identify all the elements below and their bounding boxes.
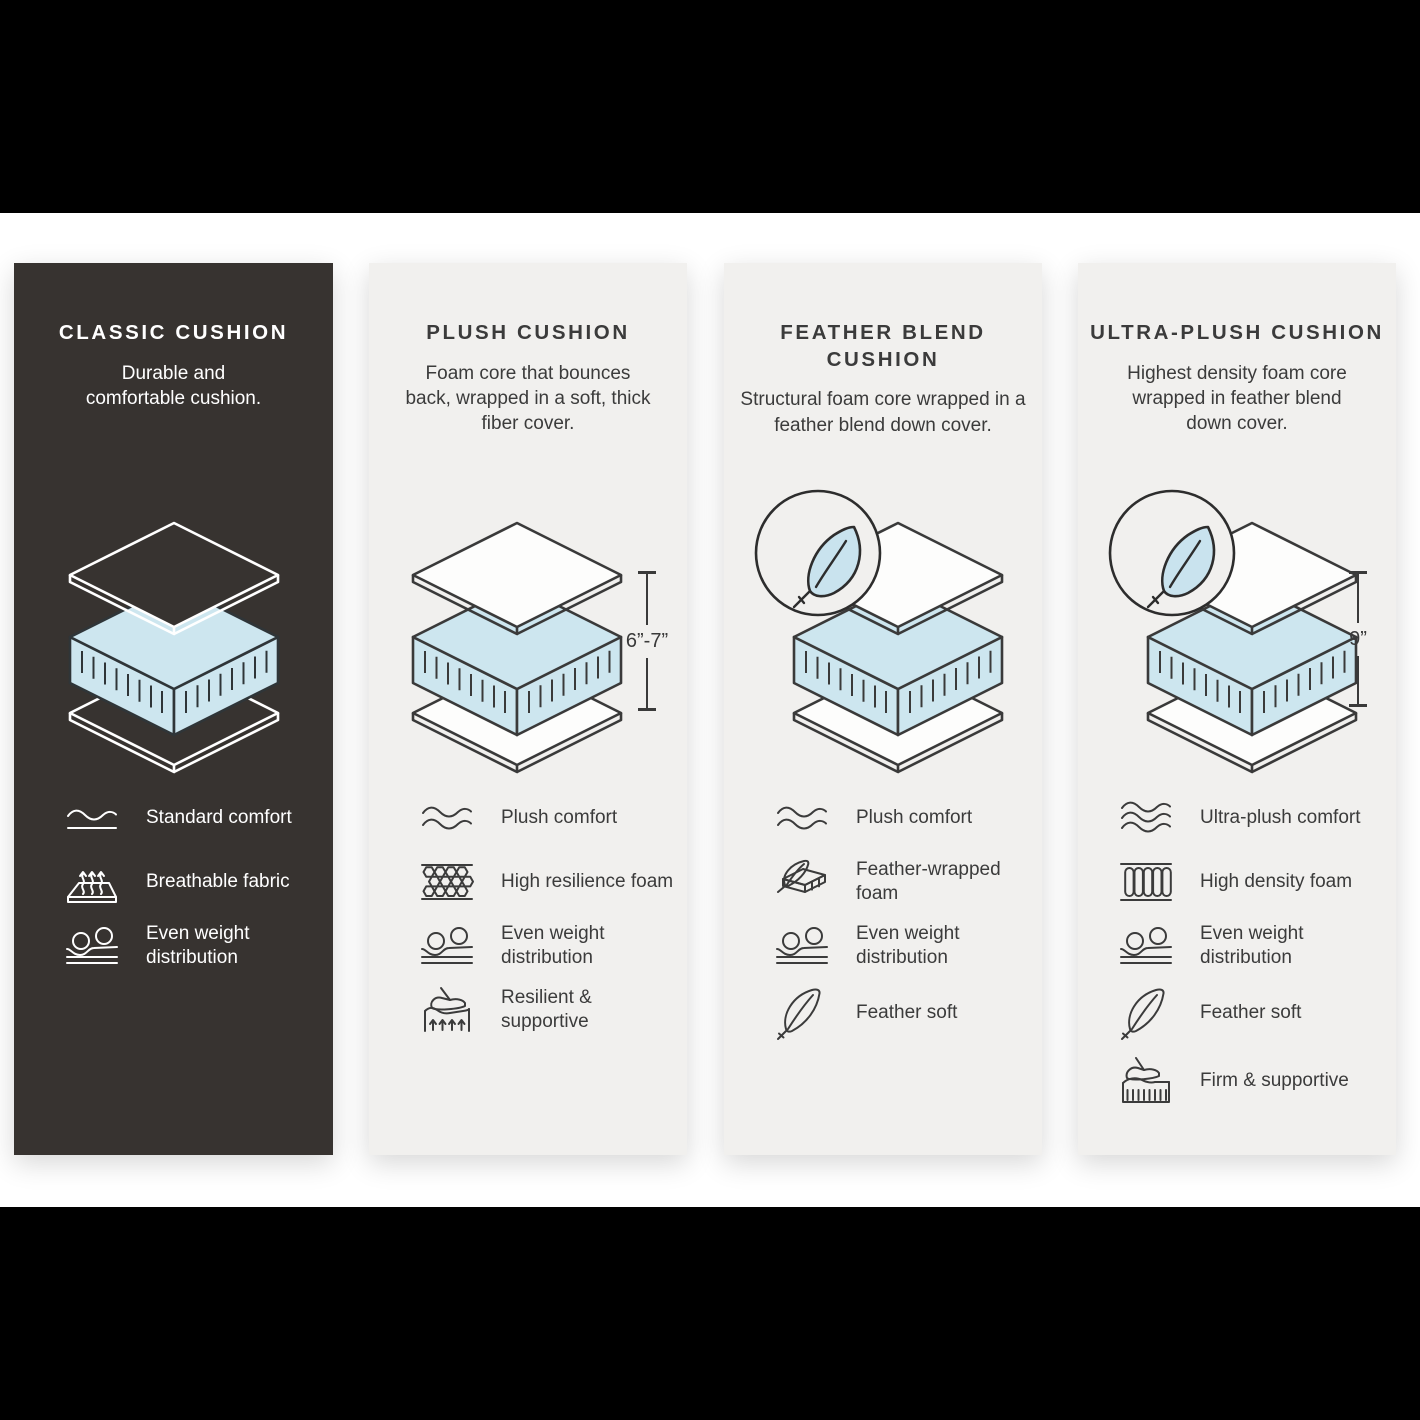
feature-label: Breathable fabric (146, 870, 290, 892)
feature-row (770, 793, 1036, 842)
feature-label: Even weight distribution (1200, 922, 1304, 968)
feature-list (60, 793, 327, 985)
feature-row (415, 857, 681, 906)
feature-row (1114, 921, 1390, 970)
panel-description: Foam core that bounces back, wrapped in a soft, thick fiber cover. (405, 362, 651, 435)
feature-row (1114, 1056, 1390, 1106)
feather-icon (1114, 985, 1178, 1041)
feature-row (60, 857, 327, 906)
feature-label: Standard comfort (146, 806, 292, 828)
feature-row (60, 793, 327, 842)
feather-foam-icon (770, 858, 834, 906)
feature-list (770, 793, 1036, 1056)
firm-support-icon (1114, 1056, 1178, 1106)
feature-row (415, 793, 681, 842)
panel-description: Highest density foam core wrapped in feather blend down cover. (1127, 362, 1347, 435)
feature-list (1114, 793, 1390, 1121)
panel-plush-cushion (369, 263, 687, 1155)
measure-line (646, 574, 649, 625)
feather-badge (1110, 491, 1234, 615)
wave-single-icon (60, 800, 124, 836)
panel-title: PLUSH CUSHION (426, 321, 630, 344)
panel-title: FEATHER BLEND CUSHION (780, 321, 986, 371)
wave-triple-icon (1114, 798, 1178, 838)
height-measure (623, 571, 671, 711)
layered-cushion-illustration (367, 487, 647, 782)
feature-label: Feather-wrapped foam (856, 858, 1001, 904)
feature-row (415, 921, 681, 970)
wave-double-icon (415, 800, 479, 836)
layered-cushion-illustration (24, 487, 304, 782)
honeycomb-foam-icon (415, 860, 479, 904)
feature-label: Ultra-plush comfort (1200, 806, 1361, 828)
feature-row (770, 921, 1036, 970)
measure-bottom-cap (638, 708, 656, 711)
feature-label: Feather soft (1200, 1002, 1302, 1024)
feather-icon (770, 985, 834, 1041)
density-foam-icon (1114, 859, 1178, 905)
feature-label: Even weight distribution (146, 922, 250, 968)
feature-row (60, 921, 327, 970)
feature-label: High resilience foam (501, 870, 674, 892)
feature-row (1114, 793, 1390, 842)
layered-cushion-feather-illustration (748, 487, 1028, 782)
height-label: 9” (1349, 627, 1367, 650)
panel-title: CLASSIC CUSHION (58, 321, 289, 344)
feature-row (770, 985, 1036, 1041)
cushion-layers-drawing (24, 487, 304, 782)
feature-row (1114, 857, 1390, 906)
panel-feather-blend-cushion (724, 263, 1042, 1155)
measure-line (1357, 656, 1360, 705)
feature-row (770, 857, 1036, 906)
feature-label: Plush comfort (856, 806, 973, 828)
cushion-layers-drawing (367, 487, 647, 782)
measure-bottom-cap (1349, 704, 1367, 707)
wave-double-icon (770, 800, 834, 836)
feature-row (1114, 985, 1390, 1041)
even-weight-icon (60, 924, 124, 968)
height-measure (1334, 571, 1382, 707)
feature-label: High density foam (1200, 870, 1353, 892)
even-weight-icon (1114, 924, 1178, 968)
feature-label: Resilient & supportive (501, 987, 592, 1032)
feature-label: Even weight distribution (856, 922, 960, 968)
even-weight-icon (770, 924, 834, 968)
panel-title: ULTRA-PLUSH CUSHION (1090, 321, 1384, 344)
feature-list (415, 793, 681, 1050)
resilient-support-icon (415, 985, 479, 1035)
panel-ultra-plush-cushion (1078, 263, 1396, 1155)
feature-label: Firm & supportive (1200, 1070, 1349, 1092)
measure-line (1357, 574, 1360, 623)
even-weight-icon (415, 924, 479, 968)
height-label: 6”-7” (625, 629, 669, 652)
breathable-icon (60, 859, 124, 905)
feature-label: Feather soft (856, 1002, 958, 1024)
feather-badge (756, 491, 880, 615)
panel-classic-cushion (14, 263, 333, 1155)
feature-label: Plush comfort (501, 806, 618, 828)
panel-description: Structural foam core wrapped in a feather blend down cover. (740, 389, 1026, 436)
feature-label: Even weight distribution (501, 922, 605, 968)
measure-line (646, 658, 649, 709)
panel-description: Durable and comfortable cushion. (85, 362, 262, 409)
cushion-layers-drawing (748, 487, 1028, 782)
feature-row (415, 985, 681, 1035)
